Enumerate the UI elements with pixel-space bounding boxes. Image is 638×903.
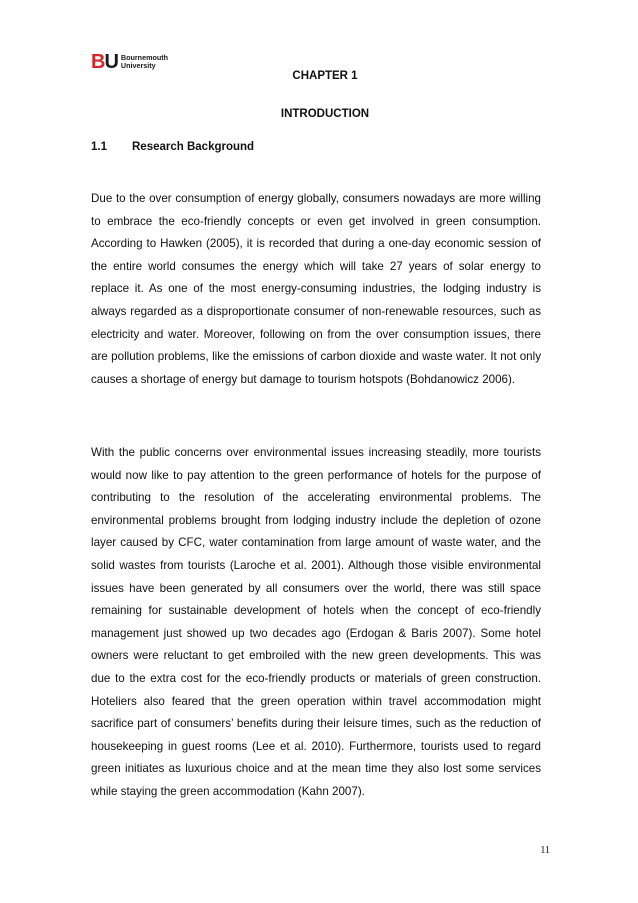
logo-text xyxy=(121,54,168,70)
page-number: 11 xyxy=(540,845,550,856)
logo-mark-b: B xyxy=(91,51,105,73)
section-number: 1.1 xyxy=(91,141,107,153)
logo-line-1: Bournemouth xyxy=(120,53,169,62)
logo-mark xyxy=(91,52,118,72)
chapter-label: CHAPTER 1 xyxy=(292,70,358,82)
logo-mark-u: U xyxy=(104,51,118,73)
paragraph-2: With the public concerns over environmental issues increasing steadily, more tourists would now like to pay attention to the green performance of hotels for the purpose of contributing to the resolution of the accelerating environmental problems. The environmental problems brought from lodging industry include the depletion of ozone layer caused by CFC, water contamination from large amount of waste water, and the solid wastes from tourists (Laroche et al. 2001). Although those visible environmental issues have been generated by all consumers over the world, there was still space remaining for sustainable development of hotels when the concept of eco-friendly management just showed up two decades ago (Erdogan & Baris 2007). Some hotel owners were reluctant to get embroiled with the new green developments. This was due to the extra cost for the eco-friendly products or materials of green construction. Hoteliers also feared that the green operation within travel accommodation might sacrifice part of consumers’ benefits during their leisure times, such as the reduction of housekeeping in guest rooms (Lee et al. 2010). Furthermore, tourists used to regard green initiates as luxurious choice and at the mean time they also lost some services while staying the green accommodation (Kahn 2007). xyxy=(91,446,541,798)
section-title: Research Background xyxy=(132,141,255,153)
section-heading xyxy=(91,141,254,153)
logo-line-2: University xyxy=(120,61,156,70)
university-logo xyxy=(91,52,168,72)
chapter-title: INTRODUCTION xyxy=(280,108,370,120)
paragraph-1: Due to the over consumption of energy globally, consumers nowadays are more willing to embrace the eco-friendly concepts or even get involved in green consumption. According to Hawken (2005), it is recorded that during a one-day economic session of the entire world consumes the energy which will take 27 years of solar energy to replace it. As one of the most energy-consuming industries, the lodging industry is always regarded as a disproportionate consumer of non-renewable resources, such as electricity and water. Moreover, following on from the over consumption issues, there are pollution problems, like the emissions of carbon dioxide and waste water. It not only causes a shortage of energy but damage to tourism hotspots (Bohdanowicz 2006). xyxy=(91,192,541,386)
